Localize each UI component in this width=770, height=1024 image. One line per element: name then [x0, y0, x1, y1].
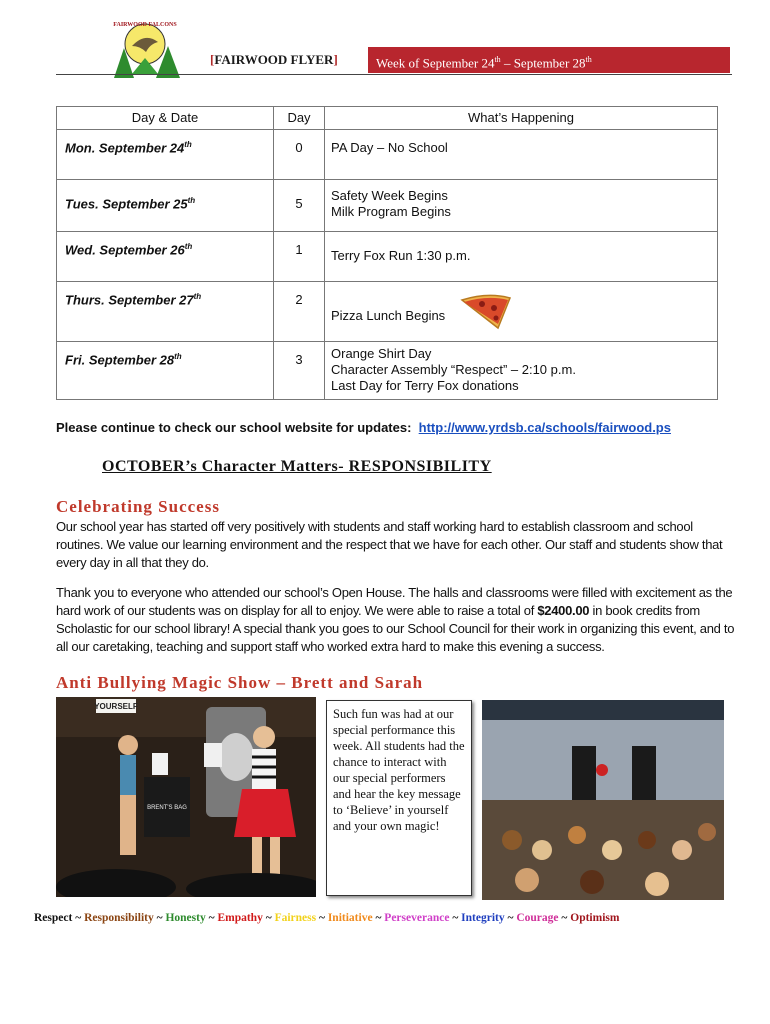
value-courage: Courage	[516, 912, 559, 924]
value-perseverance: Perseverance	[384, 912, 450, 924]
row-event: Safety Week Begins Milk Program Begins	[325, 180, 718, 232]
header-day: Day	[274, 107, 325, 130]
value-separator: ~	[372, 912, 385, 924]
row-date: Thurs. September 27th	[57, 282, 274, 342]
row-event: Orange Shirt Day Character Assembly “Respect” – 2:10 p.m. Last Day for Terry Fox donations	[325, 342, 718, 400]
value-separator: ~	[72, 912, 85, 924]
magic-show-title: Anti Bullying Magic Show – Brett and Sarah	[56, 673, 424, 692]
table-row	[57, 282, 718, 342]
celebrating-paragraph-1: Our school year has started off very positively with students and staff working hard to establish classroom and school routines. We value our learning environment and the respect that we have for each other. Our staff and students show that every day in all that they do.	[56, 519, 723, 570]
fairwood-falcons-logo	[106, 18, 184, 80]
value-separator: ~	[153, 912, 166, 924]
school-website-link[interactable]: http://www.yrdsb.ca/schools/fairwood.ps	[418, 420, 671, 435]
table-row	[57, 130, 718, 180]
value-separator: ~	[449, 912, 462, 924]
row-day-number: 1	[274, 232, 325, 282]
row-date: Tues. September 25th	[57, 180, 274, 232]
header-rule	[56, 74, 732, 75]
row-day-number: 2	[274, 282, 325, 342]
value-empathy: Empathy	[217, 912, 263, 924]
character-values-line	[34, 912, 744, 924]
value-separator: ~	[558, 912, 571, 924]
october-character-heading: OCTOBER’s Character Matters- RESPONSIBILITY	[102, 458, 492, 475]
header-whats-happening: What’s Happening	[325, 107, 718, 130]
svg-text:YOURSELF: YOURSELF	[94, 702, 138, 711]
magic-show-stage-photo	[56, 697, 316, 897]
table-row	[57, 180, 718, 232]
website-notice: Please continue to check our school website for updates: http://www.yrdsb.ca/schools/fairwood.ps	[56, 420, 671, 435]
value-separator: ~	[205, 912, 218, 924]
row-event: PA Day – No School	[325, 130, 718, 180]
row-day-number: 0	[274, 130, 325, 180]
table-row	[57, 232, 718, 282]
celebrating-paragraph-2: Thank you to everyone who attended our school’s Open House. The halls and classrooms were filled with excitement as the hard work of our students was on display for all to enjoy. We were able to raise a total of $2400.00 in book credits from Scholastic for our school library! A special thank you goes to our School Council for their work in organizing this event, and to all our caretaking, teaching and support staff who worked extra hard to make this evening a success.	[56, 585, 735, 654]
value-separator: ~	[262, 912, 275, 924]
value-separator: ~	[316, 912, 328, 924]
value-optimism: Optimism	[570, 912, 620, 924]
row-day-number: 5	[274, 180, 325, 232]
value-separator: ~	[504, 912, 517, 924]
row-date: Fri. September 28th	[57, 342, 274, 400]
week-banner: Week of September 24th – September 28th	[368, 47, 730, 73]
svg-text:BRENT'S BAG: BRENT'S BAG	[147, 805, 187, 811]
magic-show-callout: Such fun was had at our special performance this week. All students had the chance to interact with our special performers and hear the key message to ‘Believe’ in yourself and your own magic!	[326, 700, 472, 896]
pizza-slice-image	[458, 292, 514, 332]
header-day-date: Day & Date	[57, 107, 274, 130]
value-integrity: Integrity	[461, 912, 505, 924]
row-event: Pizza Lunch Begins	[325, 282, 718, 342]
row-event: Terry Fox Run 1:30 p.m.	[325, 232, 718, 282]
value-responsibility: Responsibility	[84, 912, 154, 924]
svg-text:FAIRWOOD FALCONS: FAIRWOOD FALCONS	[113, 22, 177, 28]
celebrating-success-title: Celebrating Success	[56, 497, 220, 516]
value-initiative: Initiative	[327, 912, 373, 924]
weekly-schedule-table	[56, 106, 718, 400]
value-respect: Respect	[34, 912, 73, 924]
table-row	[57, 342, 718, 400]
table-header-row	[57, 107, 718, 130]
flyer-title: [FAIRWOOD FLYER]	[210, 52, 338, 67]
students-audience-photo	[482, 700, 724, 900]
row-date: Mon. September 24th	[57, 130, 274, 180]
value-honesty: Honesty	[165, 912, 206, 924]
row-day-number: 3	[274, 342, 325, 400]
row-date: Wed. September 26th	[57, 232, 274, 282]
value-fairness: Fairness	[274, 912, 317, 924]
